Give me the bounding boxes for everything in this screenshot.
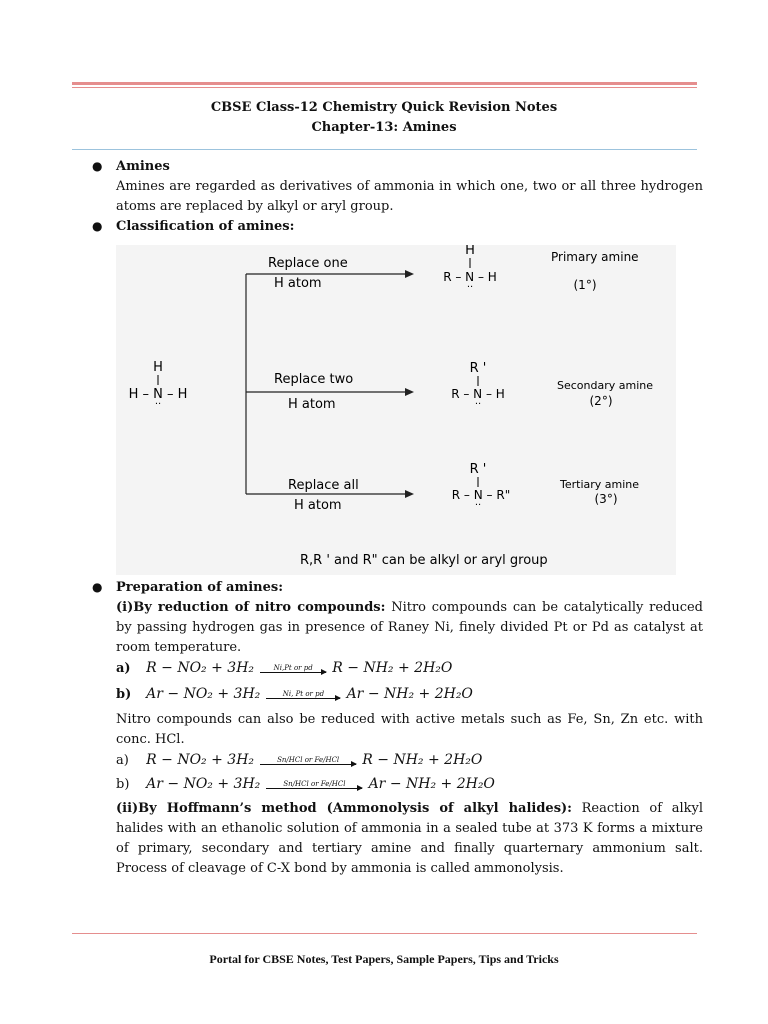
secondary-formula: R – N – H	[451, 387, 505, 401]
equation-c-reactants: R − NO₂ + 3H₂	[146, 752, 255, 768]
equation-b-arrow	[266, 690, 340, 699]
heading-amines: Amines	[116, 159, 170, 174]
top-rule-thick	[72, 82, 697, 85]
equation-c-arrow	[260, 756, 356, 765]
equation-d-reactants: Ar − NO₂ + 3H₂	[146, 776, 261, 792]
equation-a-arrow	[260, 664, 326, 673]
diagram-caption: R,R ' and R" can be alkyl or aryl group	[300, 553, 548, 568]
primary-h-top: H	[465, 245, 475, 258]
equation-b-reactants: Ar − NO₂ + 3H₂	[146, 686, 261, 702]
classification-diagram	[116, 245, 676, 575]
equation-d	[116, 776, 495, 792]
branch1-label-line2: H atom	[274, 276, 322, 291]
heading-classification: Classification of amines:	[116, 219, 295, 234]
heading-preparation: Preparation of amines:	[116, 580, 284, 595]
branch2-label-line2: H atom	[288, 397, 336, 412]
arrowhead-3	[405, 490, 414, 498]
equation-a	[116, 660, 452, 676]
secondary-amine-label: Secondary amine	[557, 379, 654, 392]
document-title-line1: CBSE Class-12 Chemistry Quick Revision Notes	[210, 100, 558, 115]
branch3-label-line1: Replace all	[288, 478, 359, 493]
branch2-label-line1: Replace two	[274, 372, 354, 387]
tertiary-r-top: R '	[469, 462, 487, 477]
active-metals-paragraph: Nitro compounds can also be reduced with active metals such as Fe, Sn, Zn etc. with conc. HCl.	[116, 712, 703, 747]
method1-text: Nitro compounds can be catalytically reduced by passing hydrogen gas in presence of Raney Ni, finely divided Pt or Pd as catalyst at room temperature.	[116, 600, 704, 655]
branch1-label-line1: Replace one	[268, 256, 348, 271]
equation-c	[116, 752, 482, 768]
primary-lone-pair: ··	[466, 282, 474, 293]
primary-formula: R – N – H	[443, 270, 497, 284]
top-rule-thin	[72, 87, 697, 88]
method1-paragraph	[116, 598, 703, 658]
branch3-label-line2: H atom	[294, 498, 342, 513]
equation-a-products: R − NH₂ + 2H₂O	[332, 660, 453, 676]
footer-rule	[72, 933, 697, 934]
tertiary-lone-pair: ··	[474, 500, 482, 511]
ammonia-h-top: H	[153, 360, 163, 375]
classification-svg	[116, 245, 676, 575]
method2-title: (ii)By Hoffmann’s method (Ammonolysis of alkyl halides):	[116, 801, 572, 816]
primary-amine-label: Primary amine	[551, 250, 639, 264]
equation-a-catalyst: Ni,Pt or pd	[273, 664, 313, 672]
secondary-r-top: R '	[469, 361, 487, 376]
equation-a-label: a)	[116, 661, 131, 676]
method2-paragraph	[116, 799, 703, 879]
equation-d-arrow	[266, 780, 362, 789]
bullet-preparation: ●	[92, 580, 103, 594]
equation-d-products: Ar − NH₂ + 2H₂O	[368, 776, 495, 792]
primary-degree: (1°)	[573, 278, 597, 292]
tertiary-amine-label: Tertiary amine	[560, 478, 640, 491]
arrowhead-1	[405, 270, 414, 278]
arrowhead-2	[405, 388, 414, 396]
equation-c-reagent: Sn/HCl or Fe/HCl	[277, 756, 340, 764]
equation-d-reagent: Sn/HCl or Fe/HCl	[283, 780, 346, 788]
secondary-lone-pair: ··	[474, 399, 482, 410]
tertiary-degree: (3°)	[594, 492, 618, 506]
bullet-amines: ●	[92, 159, 103, 173]
equation-b	[116, 686, 473, 702]
method1-title: (i)By reduction of nitro compounds:	[116, 600, 386, 615]
amines-definition: Amines are regarded as derivatives of ammonia in which one, two or all three hydrogen atoms are replaced by alkyl or aryl group.	[116, 179, 703, 214]
equation-c-label: a)	[116, 753, 129, 768]
ammonia-formula: H – N – H	[128, 387, 188, 402]
equation-b-label: b)	[116, 687, 132, 702]
equation-a-reactants: R − NO₂ + 3H₂	[146, 660, 255, 676]
equation-b-catalyst: Ni, Pt or pd	[282, 690, 325, 698]
secondary-degree: (2°)	[589, 394, 613, 408]
title-divider	[72, 149, 697, 150]
document-title-line2: Chapter-13: Amines	[311, 120, 457, 135]
method2-text: Reaction of alkyl halides with an ethanolic solution of ammonia in a sealed tube at 373 K forms a mixture of primary, secondary and tertiary amine and finally quarternary ammonium salt. Process of cleavage of C-X bond by ammonia is called ammonolysis.	[116, 801, 703, 876]
footer-text: Portal for CBSE Notes, Test Papers, Sample Papers, Tips and Tricks	[209, 952, 559, 966]
tertiary-formula: R – N – R"	[451, 488, 511, 502]
ammonia-lone-pair: ··	[154, 399, 162, 410]
equation-d-label: b)	[116, 777, 130, 792]
equation-b-products: Ar − NH₂ + 2H₂O	[346, 686, 473, 702]
bullet-classification: ●	[92, 219, 103, 233]
equation-c-products: R − NH₂ + 2H₂O	[362, 752, 483, 768]
